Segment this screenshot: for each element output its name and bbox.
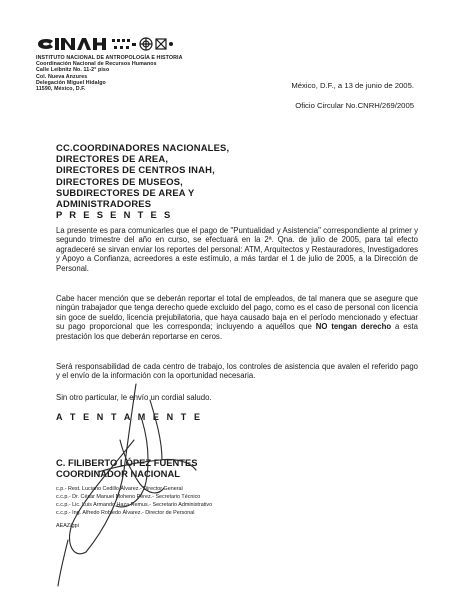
signer-name: C. FILIBERTO LÓPEZ FUENTES [56,457,198,468]
emphasis-text: NO tengan derecho [315,322,392,332]
recipient-line: DIRECTORES DE MUSEOS, [56,175,183,187]
closing-atentamente: A T E N T A M E N T E [56,412,203,422]
department-line: Coordinación Nacional de Recursos Humanos [36,61,157,68]
paragraph-text: Cabe hacer mención que se deberán reportar el total de empleados, de tal manera que se asegure que ningún trabajador que tenga derecho quede excluido del pago, como es el caso de personal con licencia sin goce de sueldo, licencia prejubilatoria, que haya causado baja en el período mencionado y efectuar su pago proporcional que les corresponda; incluyendo a aquéllos que [56,294,418,332]
recipient-line: ADMINISTRADORES [56,198,152,210]
copy-recipients [56,485,212,517]
recipient-line: SUBDIRECTORES DE AREA Y [56,186,195,198]
date-line: México, D.F., a 13 de junio de 2005. [291,81,414,90]
address-delegacion: Delegación Miguel Hidalgo [36,79,106,86]
recipient-line: CC.COORDINADORES NACIONALES, [56,142,230,153]
address-colonia: Col. Nueva Anzures [36,73,88,80]
paragraph-reporting-instructions [56,294,418,341]
paragraph-payment-notice: La presente es para comunicarles que el pago de "Puntualidad y Asistencia" correspondiente al primer y segundo trimestre del año en curso, se efectuará en la 2ª. Qna. de julio de 2005, para tal efecto agradeceré se sirvan enviar los reportes del personal: ATM, Arquitectos y Restauradores, Investigadores y Apoyo a Confianza, acreedores a este estímulo, a más tardar el 1 de julio de 2005, a la Dirección de Personal. [56,226,418,273]
ccp-line: c.c.p.- Ing. Alfredo Robledo Álvarez.- Director de Personal [56,510,195,517]
institution-address [36,55,183,92]
institution-name: INSTITUTO NACIONAL DE ANTROPOLOGÍA E HISTORIA [36,55,183,61]
ccp-line: c.c.p.- Lic. Luis Armando Haza Remus.- Secretario Administrativo [56,502,213,509]
paragraph-text: a esta prestación los que deberán reportarse en ceros. [56,322,419,341]
recipients-block [56,142,229,220]
circular-number: Oficio Circular No.CNRH/269/2005 [295,101,414,110]
recipient-line: DIRECTORES DE AREA, [56,153,169,165]
inah-logo [36,36,176,52]
presentes-line: P R E S E N T E S [56,209,173,221]
paragraph-greeting: Sin otro particular, le envío un cordial saludo. [56,393,212,402]
address-city: 11590, México, D.F. [36,86,86,93]
signer-title: COORDINADOR NACIONAL [56,468,180,480]
address-street: Calle Leibnitz No. 11-2° piso [36,67,110,74]
ccp-line: c.p.- Rest. Luciano Cedillo Álvarez.- Director General [56,486,183,492]
ccp-line: c.c.p.- Dr. César Manuel Moheno Pérez.- Secretario Técnico [56,494,201,501]
signer-block [56,457,198,479]
recipient-line: DIRECTORES DE CENTROS INAH, [56,164,215,176]
typist-initials: AEAZ/gpi [56,523,79,529]
paragraph-responsibility: Será responsabilidad de cada centro de trabajo, los controles de asistencia que avalen el referido pago y el envío de la información con la oportunidad necesaria. [56,362,418,381]
